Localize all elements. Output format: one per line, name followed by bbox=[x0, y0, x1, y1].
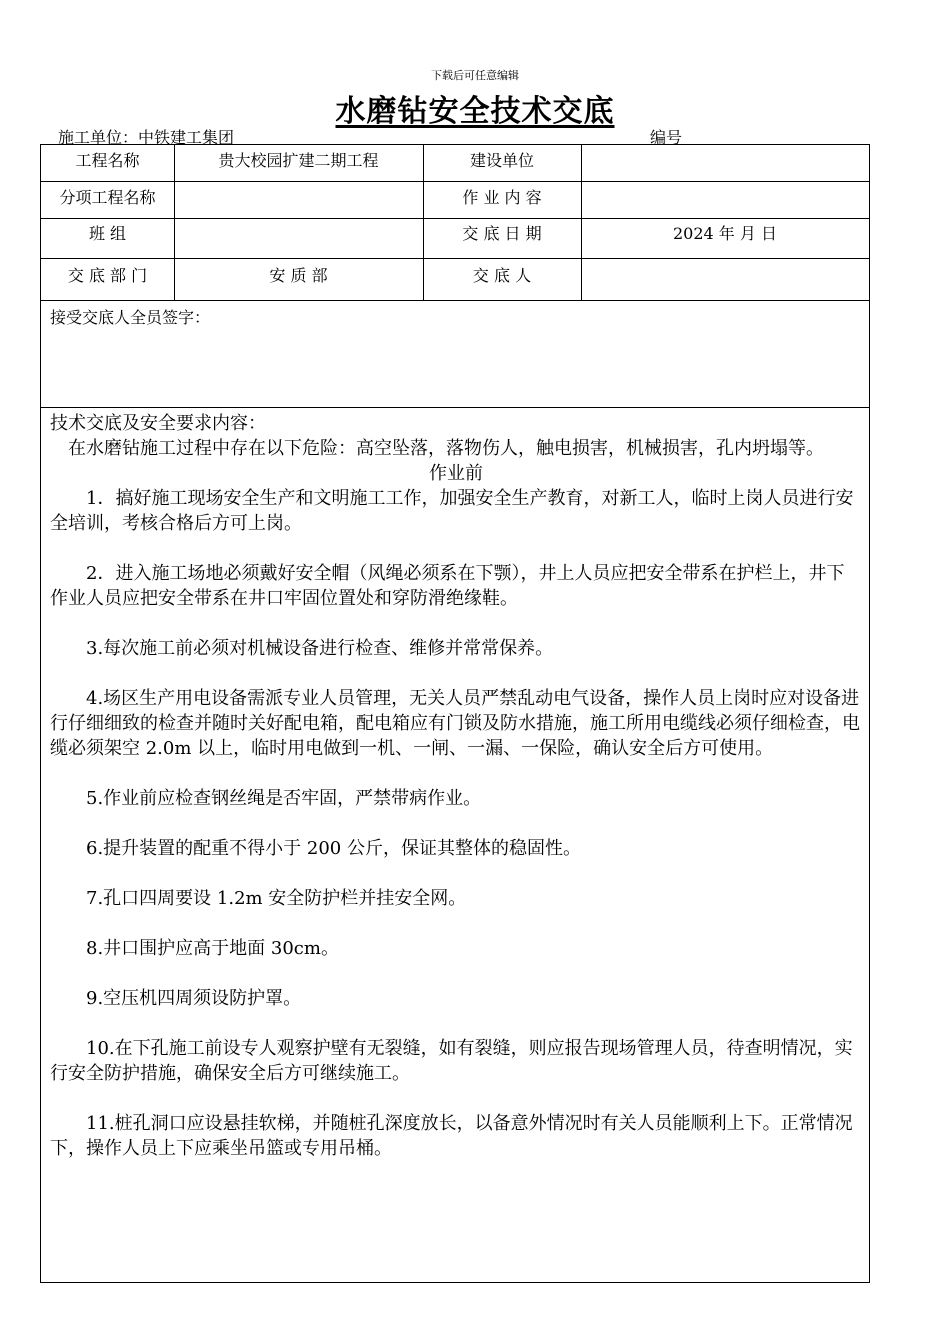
department-label: 交 底 部 门 bbox=[67, 266, 148, 285]
requirement-item: 6.提升装置的配重不得小于 200 公斤，保证其整体的稳固性。 bbox=[86, 838, 581, 859]
signatures-label: 接受交底人全员签字： bbox=[50, 308, 211, 327]
row-divider bbox=[41, 181, 869, 182]
number-label: 编号 bbox=[650, 128, 683, 147]
requirement-item: 2．进入施工场地必须戴好安全帽（风绳必须系在下颚），井上人员应把安全带系在护栏上，井下作业人员应把安全带系在井口牢固位置处和穿防滑绝缘鞋。 bbox=[50, 563, 845, 609]
row-divider bbox=[41, 218, 869, 219]
requirement-item: 3.每次施工前必须对机械设备进行检查、维修并常常保养。 bbox=[86, 638, 554, 659]
requirement-item: 4.场区生产用电设备需派专业人员管理，无关人员严禁乱动电气设备，操作人员上岗时应对设备进行仔细细致的检查并随时关好配电箱，配电箱应有门锁及防水措施，施工所用电缆线必须仔细检查，电缆必须架空 2.0m 以上，临时用电做到一机、一闸、一漏、一保险，确认安全后方可使用。 bbox=[50, 688, 860, 759]
requirement-item: 10.在下孔施工前设专人观察护壁有无裂缝，如有裂缝，则应报告现场管理人员，待查明情况，实行安全防护措施，确保安全后方可继续施工。 bbox=[50, 1038, 853, 1084]
disclosure-date-label: 交 底 日 期 bbox=[462, 224, 542, 243]
disclosure-form bbox=[40, 144, 870, 1283]
requirement-item: 7.孔口四周要设 1.2m 安全防护栏并挂安全网。 bbox=[86, 888, 467, 909]
row-divider bbox=[41, 300, 869, 301]
department-value: 安 质 部 bbox=[269, 266, 328, 285]
construction-unit: 施工单位：中铁建工集团 bbox=[58, 128, 235, 147]
requirement-item: 5.作业前应检查钢丝绳是否牢固，严禁带病作业。 bbox=[86, 788, 482, 809]
document-title: 水磨钻安全技术交底 bbox=[335, 94, 615, 129]
requirement-item: 11.桩孔洞口应设悬挂软梯，并随桩孔深度放长，以备意外情况时有关人员能顺利上下。正常情况下，操作人员上下应乘坐吊篮或专用吊桶。 bbox=[50, 1113, 853, 1159]
project-name-label: 工程名称 bbox=[75, 151, 140, 170]
content-heading: 技术交底及安全要求内容： bbox=[50, 413, 266, 434]
work-content-label: 作 业 内 容 bbox=[462, 188, 542, 207]
discloser-label: 交 底 人 bbox=[472, 266, 532, 285]
requirement-item: 1．搞好施工现场安全生产和文明施工工作，加强安全生产教育，对新工人，临时上岗人员进行安全培训，考核合格后方可上岗。 bbox=[50, 488, 854, 534]
section-title: 作业前 bbox=[429, 463, 483, 484]
row-divider bbox=[41, 407, 869, 408]
disclosure-date-value: 2024 年 月 日 bbox=[673, 224, 777, 243]
requirement-item: 8.井口围护应高于地面 30cm。 bbox=[86, 938, 339, 959]
team-label: 班 组 bbox=[88, 224, 127, 243]
sub-project-label: 分项工程名称 bbox=[59, 188, 156, 207]
client-label: 建设单位 bbox=[469, 151, 534, 170]
requirement-item: 9.空压机四周须设防护罩。 bbox=[86, 988, 302, 1009]
disclosure-content bbox=[50, 411, 862, 1161]
project-name-value: 贵大校园扩建二期工程 bbox=[218, 151, 379, 170]
top-note: 下载后可任意编辑 bbox=[431, 69, 519, 82]
row-divider bbox=[41, 258, 869, 259]
hazard-intro: 在水磨钻施工过程中存在以下危险：高空坠落，落物伤人，触电损害，机械损害，孔内坍塌等。 bbox=[68, 438, 824, 459]
